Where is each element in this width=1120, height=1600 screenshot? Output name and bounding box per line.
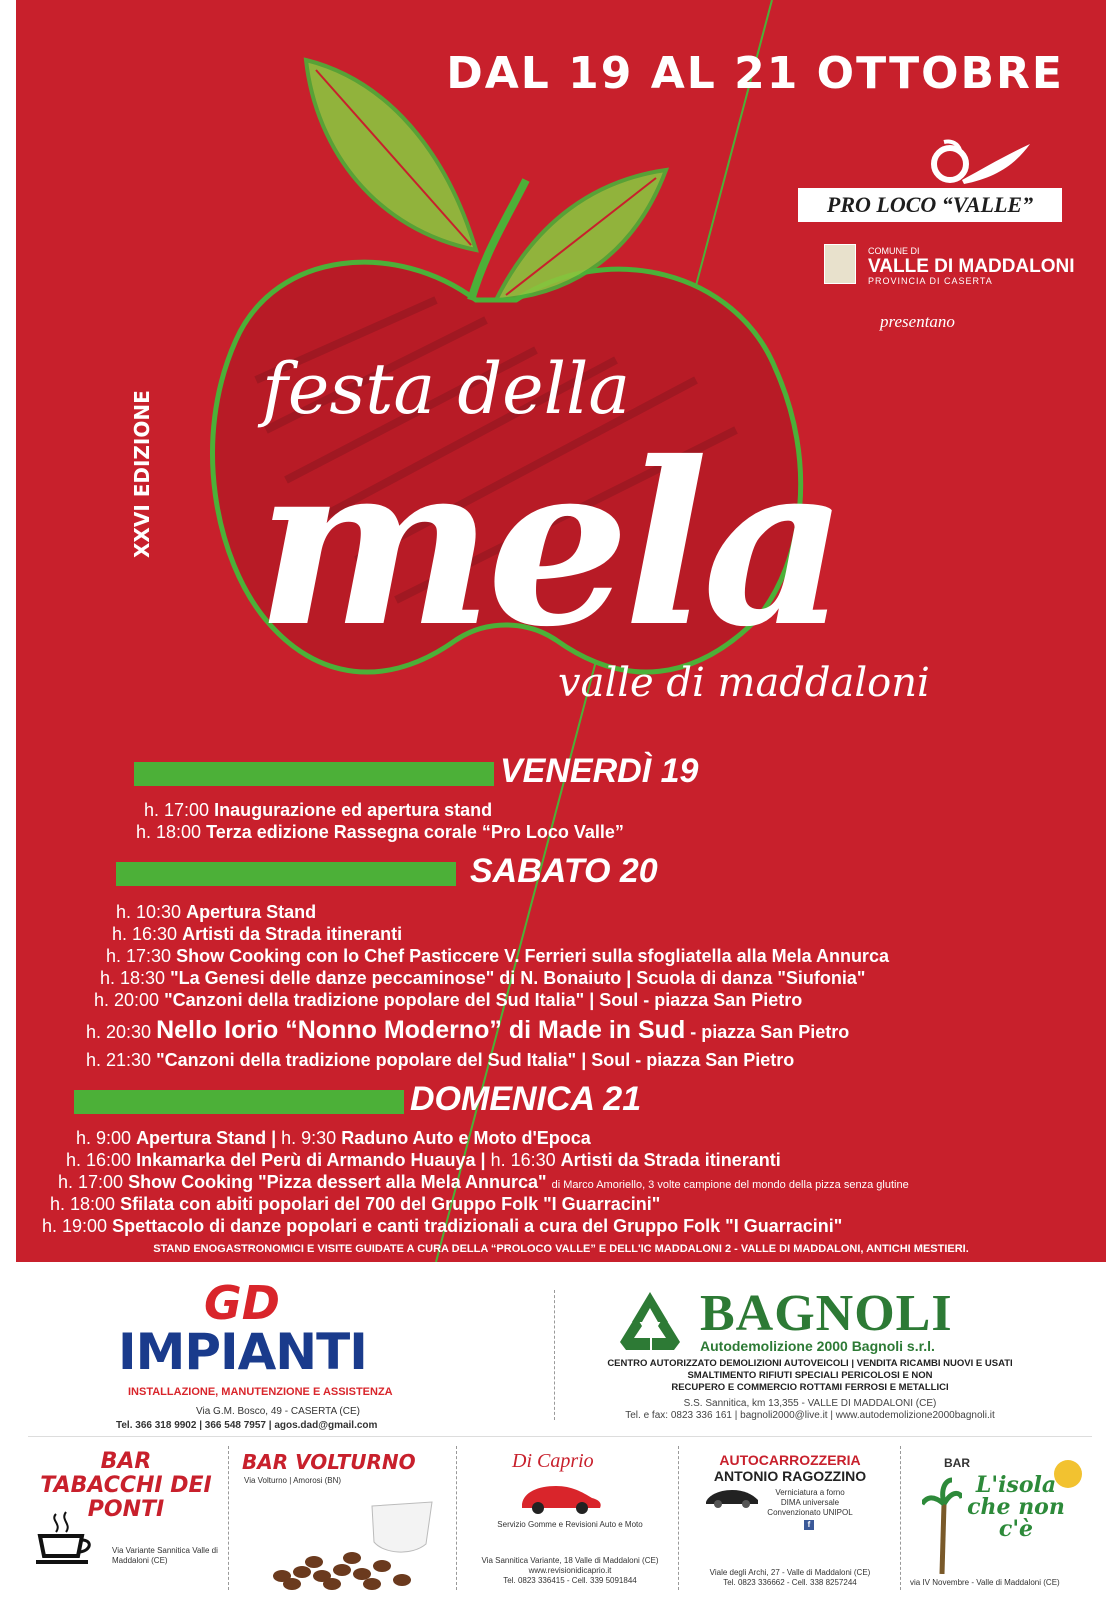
- car-icon: [516, 1476, 606, 1516]
- sponsor-separator: [28, 1436, 1092, 1437]
- bagnoli-title: BAGNOLI: [700, 1285, 953, 1342]
- coffee-beans-icon: [262, 1496, 442, 1590]
- comune-line2: VALLE DI MADDALONI: [868, 256, 1075, 277]
- day-title-sunday: DOMENICA 21: [410, 1080, 642, 1118]
- facebook-icon: f: [804, 1520, 814, 1530]
- poster-background: [16, 0, 1106, 1262]
- di-caprio-website: www.revisionidicaprio.it: [528, 1566, 612, 1575]
- event-row: [42, 1216, 842, 1237]
- isola-address: via IV Novembre - Valle di Maddaloni (CE): [910, 1578, 1060, 1587]
- event-time: h. 17:00: [58, 1172, 124, 1192]
- di-caprio-description: Servizio Gomme e Revisioni Auto e Moto: [497, 1520, 643, 1529]
- di-caprio-contacts: Tel. 0823 336415 - Cell. 339 5091844: [503, 1576, 637, 1585]
- autocarrozzeria-desc: Convenzionato UNIPOL: [767, 1508, 853, 1517]
- bagnoli-desc-line: CENTRO AUTORIZZATO DEMOLIZIONI AUTOVEICOLI | VENDITA RICAMBI NUOVI E USATI: [607, 1358, 1013, 1369]
- event-row: [76, 1128, 591, 1149]
- gd-contacts: Tel. 366 318 9902 | 366 548 7957 | agos.dad@gmail.com: [116, 1420, 378, 1431]
- event-time: h. 20:30: [86, 1022, 152, 1042]
- event-text: Artisti da Strada itineranti: [182, 924, 403, 944]
- autocarrozzeria-name-line2: ANTONIO RAGOZZINO: [713, 1468, 867, 1484]
- sponsor-divider: [456, 1446, 457, 1590]
- di-caprio-address: Via Sannitica Variante, 18 Valle di Maddaloni (CE): [481, 1556, 659, 1565]
- day-title-saturday: SABATO 20: [470, 852, 658, 890]
- event-row: [94, 990, 802, 1011]
- gd-impianti-logo: [118, 1276, 367, 1381]
- sponsor-divider: [900, 1446, 901, 1590]
- event-time: h. 17:30: [106, 946, 172, 966]
- date-headline: DAL 19 AL 21 OTTOBRE: [446, 48, 1064, 99]
- bar-volturno-address: Via Volturno | Amorosi (BN): [244, 1476, 342, 1485]
- event-time2: h. 9:30: [281, 1128, 337, 1148]
- event-text: Terza edizione Rassegna corale “Pro Loco Valle”: [206, 822, 624, 842]
- event-text: Nello Iorio “Nonno Moderno” di Made in Sud: [156, 1016, 686, 1044]
- autocarrozzeria-desc: Verniciatura a forno: [775, 1488, 845, 1497]
- gd-address: Via G.M. Bosco, 49 - CASERTA (CE): [196, 1406, 360, 1417]
- event-text: "Canzoni della tradizione popolare del Sud Italia" | Soul - piazza San Pietro: [156, 1050, 795, 1070]
- bagnoli-desc-line: RECUPERO E COMMERCIO ROTTAMI FERROSI E METALLICI: [671, 1382, 949, 1393]
- event-text2: Raduno Auto e Moto d'Epoca: [341, 1128, 591, 1148]
- event-text2: Artisti da Strada itineranti: [560, 1150, 781, 1170]
- event-time: h. 18:00: [136, 822, 202, 842]
- bar-tabacchi-address: Via Variante Sannitica Valle di Maddaloni (CE): [112, 1546, 218, 1565]
- event-row: [50, 1194, 660, 1215]
- event-time2: h. 16:30: [490, 1150, 556, 1170]
- event-text: "La Genesi delle danze peccaminose" di N. Bonaiuto | Scuola di danza "Siufonia": [170, 968, 866, 988]
- event-text: "Canzoni della tradizione popolare del Sud Italia" | Soul - piazza San Pietro: [164, 990, 803, 1010]
- event-time: h. 21:30: [86, 1050, 152, 1070]
- event-text: Sfilata con abiti popolari del 700 del Gruppo Folk "I Guarracini": [120, 1194, 661, 1214]
- event-row: [100, 968, 865, 989]
- bar-volturno-name: BAR VOLTURNO: [242, 1450, 416, 1474]
- sponsor-divider: [678, 1446, 679, 1590]
- coffee-cup-icon: [34, 1510, 96, 1566]
- bagnoli-contacts: Tel. e fax: 0823 336 161 | bagnoli2000@live.it | www.autodemolizione2000bagnoli.it: [625, 1410, 995, 1421]
- event-row: [112, 924, 402, 945]
- event-time: h. 9:00: [76, 1128, 132, 1148]
- event-note: di Marco Amoriello, 3 volte campione del mondo della pizza senza glutine: [551, 1179, 909, 1191]
- day-bar-friday: [134, 762, 494, 786]
- day-bar-saturday: [116, 862, 456, 886]
- proloco-label: PRO LOCO “VALLE”: [798, 188, 1062, 222]
- crest-icon: [824, 244, 856, 284]
- title-valle: valle di maddaloni: [558, 660, 930, 706]
- event-text: Show Cooking "Pizza dessert alla Mela Annurca": [128, 1172, 547, 1192]
- event-time: h. 17:00: [144, 800, 210, 820]
- footnote: STAND ENOGASTRONOMICI E VISITE GUIDATE A CURA DELLA “PROLOCO VALLE” E DELL'IC MADDALONI 2 - VALLE DI MADDALONI, ANTICHI MESTIERI.: [153, 1243, 969, 1255]
- event-time: h. 20:00: [94, 990, 160, 1010]
- sponsor-divider: [228, 1446, 229, 1590]
- event-time: h. 16:00: [66, 1150, 132, 1170]
- sponsor-divider: [554, 1290, 555, 1420]
- bagnoli-subtitle: Autodemolizione 2000 Bagnoli s.r.l.: [700, 1338, 935, 1354]
- event-text: Spettacolo di danze popolari e canti tradizionali a cura del Gruppo Folk "I Guarracini": [112, 1216, 843, 1236]
- event-row: [116, 902, 316, 923]
- gd-logo-main: IMPIANTI: [118, 1323, 367, 1381]
- gd-subtitle: INSTALLAZIONE, MANUTENZIONE E ASSISTENZA: [128, 1386, 393, 1398]
- di-caprio-name: Di Caprio: [512, 1450, 594, 1472]
- event-row: [58, 1172, 909, 1193]
- autocarrozzeria-desc: DIMA universale: [780, 1498, 840, 1507]
- bagnoli-address: S.S. Sannitica, km 13,355 - VALLE DI MADDALONI (CE): [683, 1398, 937, 1409]
- event-text: Inkamarka del Perù di Armando Huauya |: [136, 1150, 486, 1170]
- autocarrozzeria-address: Viale degli Archi, 27 - Valle di Maddaloni (CE): [709, 1568, 871, 1577]
- event-time: h. 18:00: [50, 1194, 116, 1214]
- event-row: [86, 1050, 794, 1071]
- event-text: Apertura Stand |: [136, 1128, 277, 1148]
- event-row-highlight: [86, 1016, 849, 1045]
- gd-logo-top: GD: [204, 1276, 280, 1330]
- comune-line1: COMUNE DI: [868, 246, 920, 256]
- day-bar-sunday: [74, 1090, 404, 1114]
- bar-tabacchi-name: BAR TABACCHI DEI PONTI: [40, 1449, 212, 1522]
- event-text: Inaugurazione ed apertura stand: [214, 800, 493, 820]
- event-time: h. 16:30: [112, 924, 178, 944]
- event-row: [144, 800, 492, 821]
- isola-bar-label: BAR: [944, 1456, 970, 1470]
- isola-name: L'isola che non c'è: [967, 1472, 1065, 1542]
- autocarrozzeria-name: [690, 1452, 890, 1484]
- edition-label: XXVI EDIZIONE: [130, 390, 154, 558]
- event-row: [106, 946, 889, 967]
- event-row: [136, 822, 624, 843]
- bagnoli-desc-line: SMALTIMENTO RIFIUTI SPECIALI PERICOLOSI E NON: [687, 1370, 933, 1381]
- event-time: h. 18:30: [100, 968, 166, 988]
- title-mela: mela: [256, 413, 842, 676]
- recycle-icon: [612, 1286, 688, 1356]
- event-text: Apertura Stand: [186, 902, 317, 922]
- event-text: Show Cooking con lo Chef Pasticcere V. Ferrieri sulla sfogliatella alla Mela Annurca: [176, 946, 889, 966]
- title-festa: festa della: [262, 348, 631, 430]
- event-row: [66, 1150, 781, 1171]
- proloco-logo-icon: [924, 138, 1034, 186]
- comune-line3: PROVINCIA DI CASERTA: [868, 276, 993, 286]
- day-title-friday: VENERDÌ 19: [500, 752, 699, 790]
- presentano-text: presentano: [880, 312, 955, 331]
- event-time: h. 19:00: [42, 1216, 108, 1236]
- event-time: h. 10:30: [116, 902, 182, 922]
- bagnoli-description: [588, 1358, 1032, 1394]
- event-suffix: - piazza San Pietro: [690, 1022, 850, 1042]
- autocarrozzeria-name-line1: AUTOCARROZZERIA: [719, 1452, 861, 1468]
- autocarrozzeria-contacts: Tel. 0823 336662 - Cell. 338 8257244: [723, 1578, 857, 1587]
